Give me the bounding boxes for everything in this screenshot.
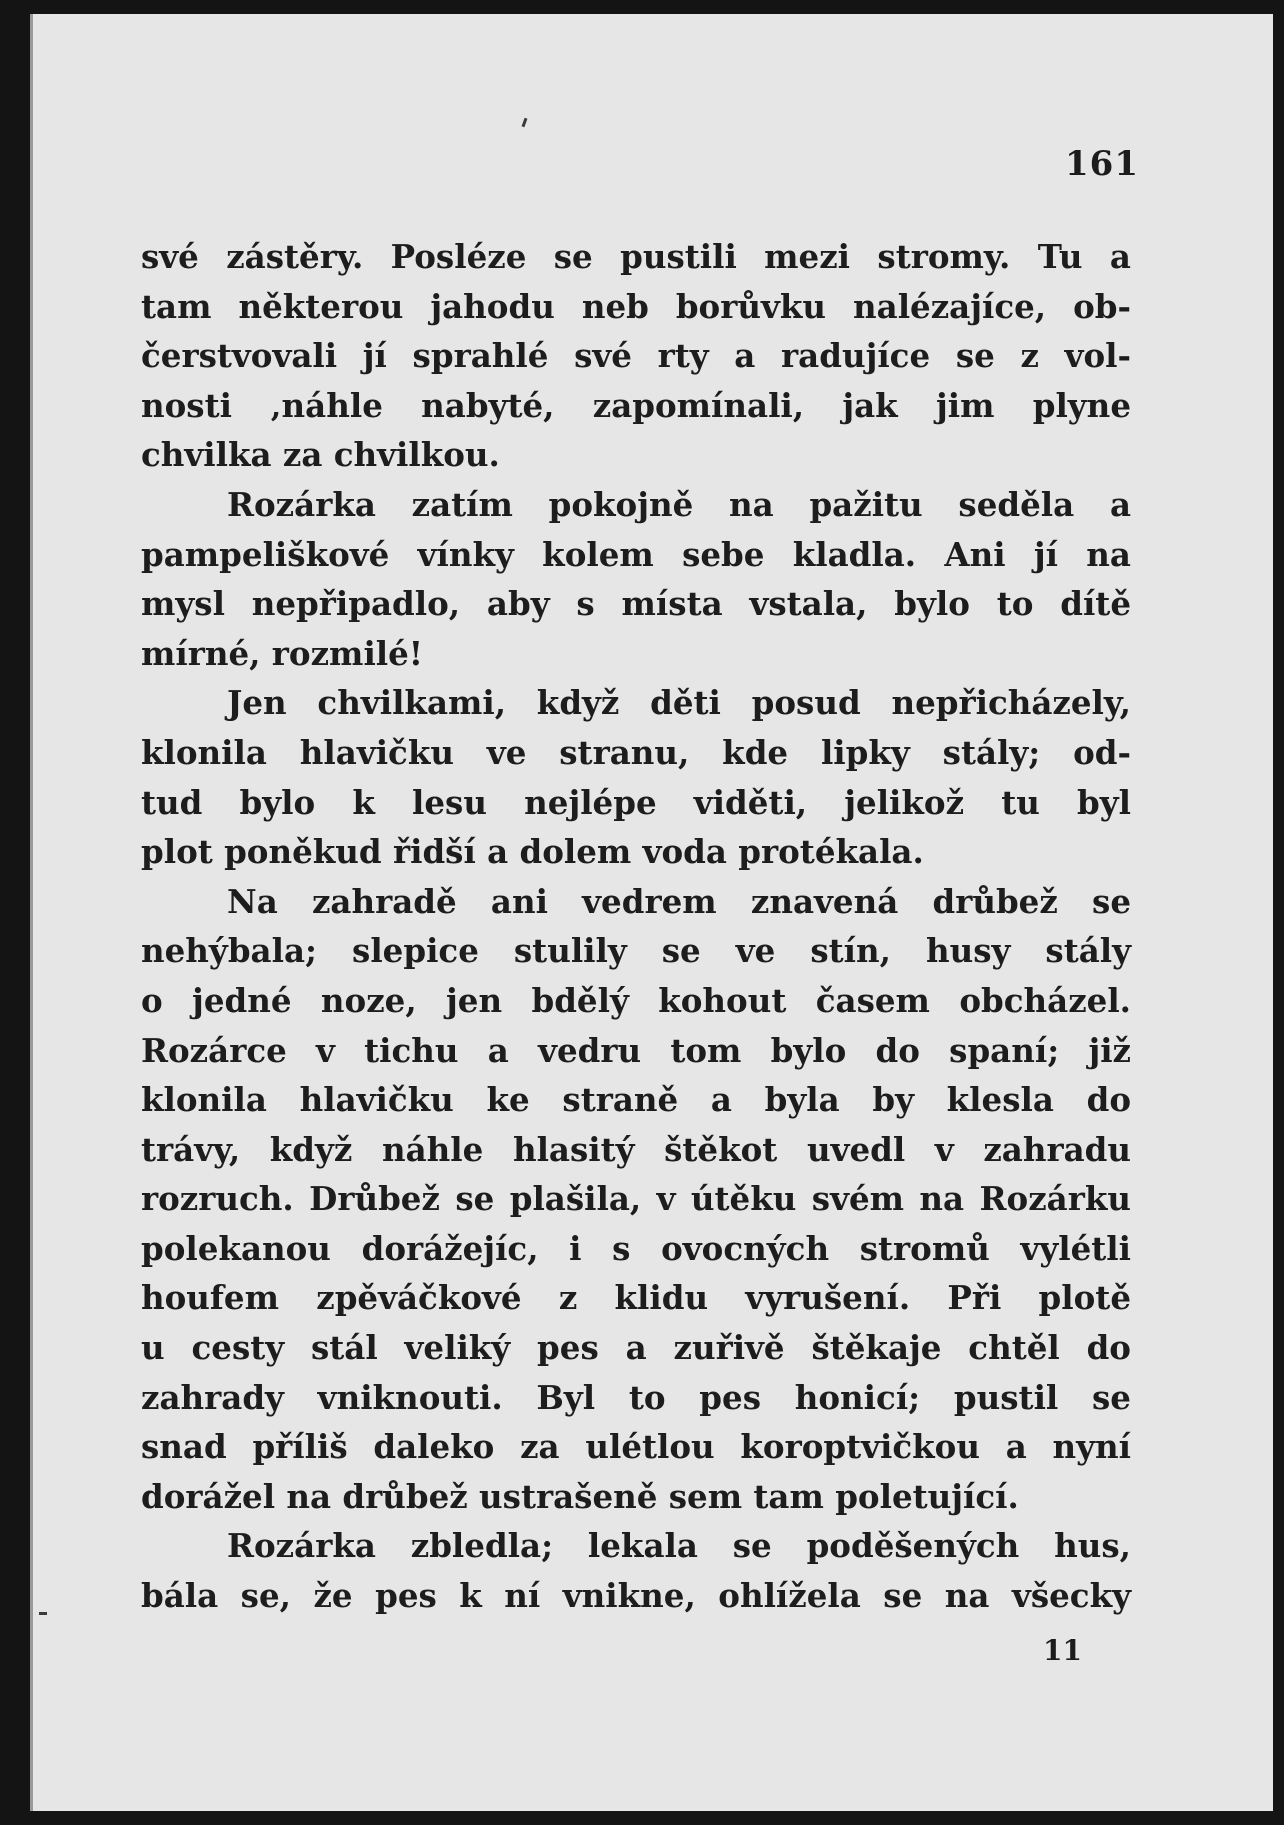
text-line: plot poněkud řidší a dolem voda protékala. [141, 832, 924, 872]
text-line: nosti ‚náhle nabyté, zapomínali, jak jim plyne [141, 385, 1131, 425]
text-line: své zástěry. Posléze se pustili mezi stromy. Tu a [141, 237, 1131, 276]
text-line: trávy, když náhle hlasitý štěkot uvedl v zahradu [141, 1129, 1131, 1169]
text-line: klonila hlavičku ke straně a byla by klesla do [141, 1080, 1131, 1120]
text-line: tam některou jahodu neb borůvku nalézajíce, ob- [141, 286, 1131, 326]
text-line: chvilka za chvilkou. [141, 435, 500, 475]
text-line: nehýbala; slepice stulily se ve stín, husy stály [141, 931, 1131, 971]
text-line: pampeliškové vínky kolem sebe kladla. Ani jí na [141, 534, 1131, 574]
body-text [141, 232, 1131, 1621]
text-line: dorážel na drůbež ustrašeně sem tam poletující. [141, 1476, 1019, 1516]
text-line: bála se, že pes k ní vnikne, ohlížela se na všecky [141, 1576, 1131, 1616]
scan-speck [39, 1612, 47, 1615]
text-line: čerstvovali jí sprahlé své rty a radujíce se z vol- [141, 336, 1131, 376]
text-line: mysl nepřipadlo, aby s místa vstala, bylo to dítě [141, 584, 1131, 624]
text-line: u cesty stál veliký pes a zuřivě štěkaje chtěl do [141, 1328, 1131, 1368]
text-line: tud bylo k lesu nejlépe viděti, jelikož tu byl [141, 782, 1131, 822]
text-line: Rozárka zbledla; lekala se poděšených hus, [227, 1526, 1131, 1566]
page-number: 161 [1065, 144, 1139, 184]
text-line: polekanou dorážejíc, i s ovocných stromů vylétli [141, 1228, 1131, 1268]
signature-mark: 11 [1043, 1634, 1082, 1667]
text-line: snad příliš daleko za ulétlou koroptvičkou a nyní [141, 1427, 1131, 1467]
text-line: Rozárka zatím pokojně na pažitu seděla a [227, 484, 1131, 524]
scan-speck [522, 118, 528, 127]
text-line: klonila hlavičku ve stranu, kde lipky stály; od- [141, 732, 1131, 772]
text-line: Na zahradě ani vedrem znavená drůbež se [227, 881, 1131, 921]
text-line: mírné, rozmilé! [141, 633, 424, 673]
text-line: o jedné noze, jen bdělý kohout časem obcházel. [141, 980, 1131, 1020]
text-line: Jen chvilkami, když děti posud nepřicházely, [227, 683, 1131, 723]
book-page [30, 14, 1273, 1811]
text-line: Rozárce v tichu a vedru tom bylo do spaní; již [141, 1030, 1131, 1070]
text-line: rozruch. Drůbež se plašila, v útěku svém na Rozárku [141, 1179, 1131, 1219]
text-line: houfem zpěváčkové z klidu vyrušení. Při plotě [141, 1278, 1131, 1318]
text-line: zahrady vniknouti. Byl to pes honicí; pustil se [141, 1377, 1131, 1417]
